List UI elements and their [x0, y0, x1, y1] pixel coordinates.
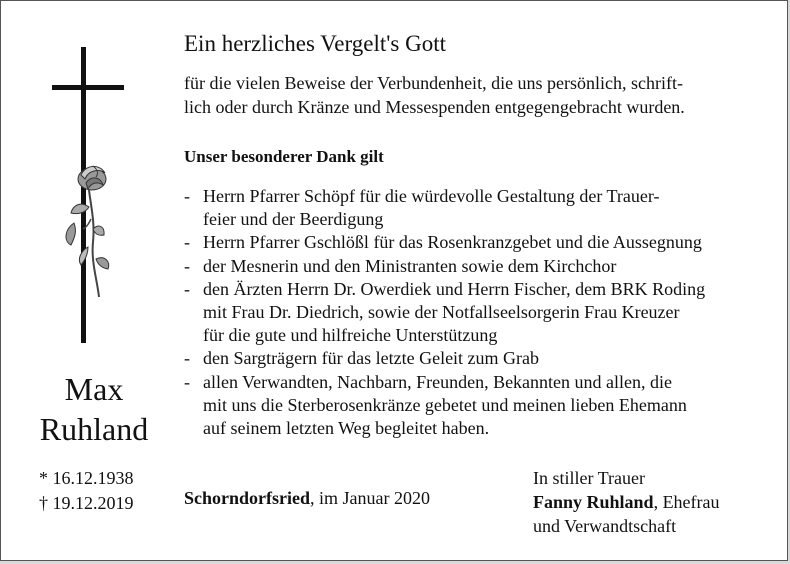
list-item — [184, 278, 705, 348]
place-and-date — [184, 488, 430, 509]
list-item — [184, 231, 705, 254]
date-text: , im Januar 2020 — [310, 488, 430, 508]
list-item — [184, 255, 705, 278]
list-line: Herrn Pfarrer Gschlößl für das Rosenkranzgebet und die Aussegnung — [203, 232, 702, 253]
mourner-family: und Verwandtschaft — [533, 516, 677, 536]
list-line: den Sargträgern für das letzte Geleit zum Grab — [203, 348, 540, 369]
list-line: auf seinem letzten Weg begleitet haben. — [203, 418, 490, 439]
deceased-first-name: Max — [64, 371, 124, 407]
list-marker: - — [184, 371, 190, 392]
list-marker: - — [184, 255, 190, 276]
list-item — [184, 185, 705, 231]
mourners-block — [533, 466, 720, 538]
list-line: der Mesnerin und den Ministranten sowie dem Kirchchor — [203, 255, 617, 276]
deceased-last-name: Ruhland — [39, 411, 149, 447]
list-item — [184, 371, 705, 441]
page-title: Ein herzliches Vergelt's Gott — [184, 31, 446, 56]
birth-date: * 16.12.1938 — [39, 468, 134, 488]
intro-line: lich oder durch Kränze und Messespenden entgegengebracht wurden. — [184, 97, 685, 117]
cross-with-rose-icon — [41, 47, 131, 343]
life-dates — [39, 466, 134, 516]
intro-text — [184, 71, 685, 119]
list-line: mit Frau Dr. Diedrich, sowie der Notfallseelsorgerin Frau Kreuzer — [203, 302, 680, 323]
list-line: für die gute und hilfreiche Unterstützung — [203, 325, 498, 346]
list-line: feier und der Beerdigung — [203, 209, 384, 230]
list-marker: - — [184, 232, 190, 253]
intro-line: für die vielen Beweise der Verbundenheit, die uns persönlich, schrift- — [184, 73, 684, 93]
mourner-relation: , Ehefrau — [653, 492, 720, 512]
list-line: den Ärzten Herrn Dr. Owerdiek und Herrn Fischer, dem BRK Roding — [203, 278, 706, 299]
thanks-heading: Unser besonderer Dank gilt — [184, 147, 384, 166]
list-line: Herrn Pfarrer Schöpf für die würdevolle Gestaltung der Trauer- — [203, 186, 660, 206]
list-line: allen Verwandten, Nachbarn, Freunden, Bekannten und allen, die — [203, 371, 673, 392]
list-marker: - — [184, 348, 190, 369]
death-date: † 19.12.2019 — [39, 493, 134, 513]
mourner-line — [533, 490, 720, 514]
mourning-intro: In stiller Trauer — [533, 468, 645, 488]
list-item — [184, 347, 705, 370]
place-name: Schorndorfsried — [184, 488, 310, 508]
list-marker: - — [184, 186, 190, 206]
list-line: mit uns die Sterberosenkränze gebetet und meinen lieben Ehemann — [203, 394, 687, 415]
deceased-name — [31, 369, 157, 449]
mourner-name: Fanny Ruhland — [533, 492, 654, 512]
thanks-list — [184, 185, 705, 440]
list-marker: - — [184, 278, 190, 299]
